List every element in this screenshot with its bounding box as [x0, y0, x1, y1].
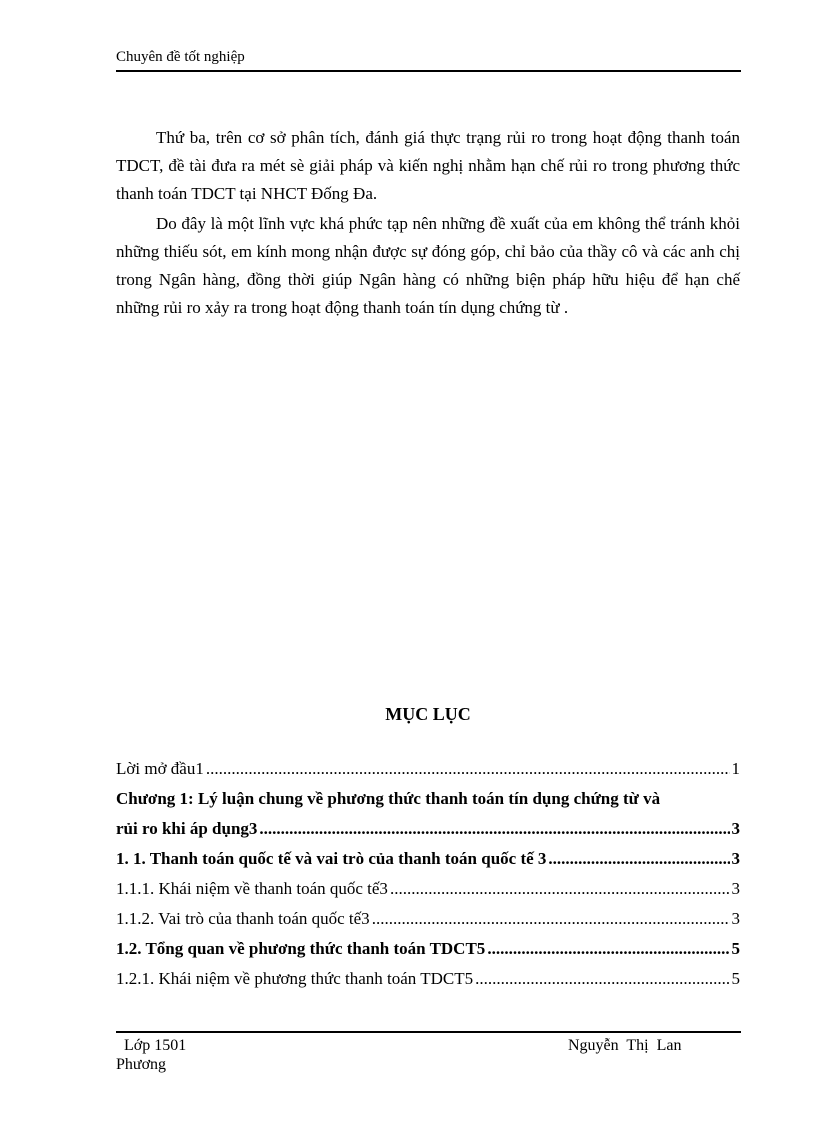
toc-entry-text: Chương 1: Lý luận chung về phương thức thanh toán tín dụng chứng từ và	[116, 789, 661, 808]
table-of-contents	[116, 754, 740, 994]
toc-entry[interactable]	[116, 904, 740, 934]
toc-entry-text: rủi ro khi áp dụng3	[116, 819, 258, 838]
header-rule	[116, 70, 741, 72]
paragraph: Do đây là một lĩnh vực khá phức tạp nên những đề xuất của em không thể tránh khỏi những thiếu sót, em kính mong nhận được sự đóng góp, chỉ bảo của thầy cô và các anh chị trong Ngân hàng, đồng thời giúp Ngân hàng có những biện pháp hữu hiệu để hạn chế những rủi ro xảy ra trong hoạt động thanh toán tín dụng chứng từ .	[116, 214, 740, 317]
toc-entry[interactable]	[116, 844, 740, 874]
toc-entry-text: Lời mở đầu1	[116, 759, 204, 778]
toc-page-number: 5	[731, 939, 740, 958]
toc-entry-text: 1.2.1. Khái niệm về phương thức thanh toán TDCT5	[116, 969, 474, 988]
body-text	[116, 124, 740, 324]
paragraph: Thứ ba, trên cơ sở phân tích, đánh giá thực trạng rủi ro trong hoạt động thanh toán TDCT, đề tài đưa ra mét sè giải pháp và kiến nghị nhằm hạn chế rủi ro trong phương thức thanh toán TDCT tại NHCT Đống Đa.	[116, 128, 740, 203]
toc-entry[interactable]	[116, 874, 740, 904]
toc-page-number: 3	[731, 819, 740, 838]
footer-class: Lớp 1501	[124, 1037, 187, 1054]
toc-leader	[475, 964, 729, 994]
toc-leader	[548, 844, 729, 874]
toc-page-number: 3	[731, 909, 740, 928]
toc-entry[interactable]	[116, 934, 740, 964]
toc-page-number: 3	[731, 849, 740, 868]
toc-leader	[206, 754, 730, 784]
toc-leader	[390, 874, 730, 904]
toc-leader	[487, 934, 729, 964]
toc-page-number: 5	[731, 969, 740, 988]
toc-entry[interactable]	[116, 754, 740, 784]
footer-rule	[116, 1031, 741, 1033]
toc-title: MỤC LỤC	[385, 704, 471, 724]
toc-entry-text: 1.1.2. Vai trò của thanh toán quốc tế3	[116, 909, 370, 928]
footer-author: Nguyễn Thị Lan	[568, 1037, 682, 1054]
toc-entry-text: 1. 1. Thanh toán quốc tế và vai trò của thanh toán quốc tế 3	[116, 849, 547, 868]
footer-author-continuation: Phương	[116, 1056, 167, 1073]
toc-leader	[259, 814, 729, 844]
toc-entry[interactable]	[116, 964, 740, 994]
toc-page-number: 3	[731, 879, 740, 898]
toc-entry[interactable]	[116, 784, 740, 844]
toc-entry-text: 1.1.1. Khái niệm về thanh toán quốc tế3	[116, 879, 388, 898]
page-header: Chuyên đề tốt nghiệp	[116, 49, 245, 65]
toc-page-number: 1	[731, 759, 740, 778]
toc-entry-text: 1.2. Tổng quan về phương thức thanh toán TDCT5	[116, 939, 486, 958]
toc-leader	[372, 904, 730, 934]
